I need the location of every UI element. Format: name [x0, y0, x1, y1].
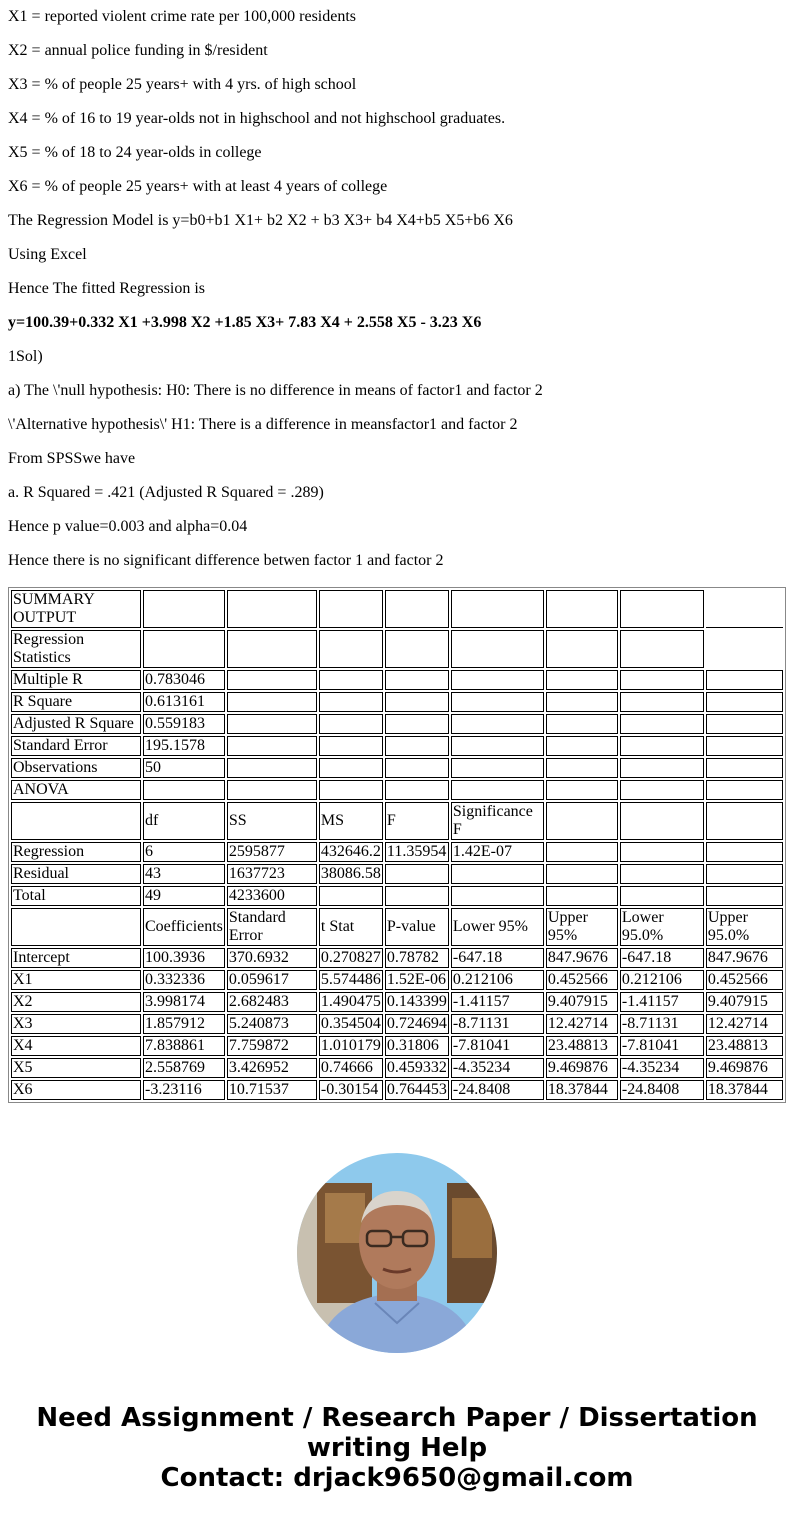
- table-cell: -647.18: [620, 948, 704, 968]
- table-cell: [706, 670, 783, 690]
- table-cell: X1: [11, 970, 141, 990]
- table-cell: R Square: [11, 692, 141, 712]
- table-cell: Lower 95.0%: [620, 908, 704, 946]
- table-cell: 0.764453: [386, 1081, 447, 1098]
- table-cell: 9.469876: [706, 1058, 783, 1078]
- p-value-text: Hence p value=0.003 and alpha=0.04: [8, 518, 248, 535]
- table-cell: 5.240873: [227, 1014, 317, 1034]
- table-cell: P-value: [385, 908, 449, 946]
- table-cell: 3.998174: [143, 992, 225, 1012]
- table-cell: 2.558769: [143, 1058, 225, 1078]
- definition-x2: X2 = annual police funding in $/resident: [8, 42, 268, 59]
- table-cell: [227, 692, 317, 712]
- table-cell: [451, 714, 544, 734]
- table-cell: [451, 886, 544, 906]
- table-cell: [706, 736, 783, 756]
- table-cell: [620, 714, 704, 734]
- definition-x4: X4 = % of 16 to 19 year-olds not in highschool and not highschool graduates.: [8, 110, 506, 127]
- coef-header-row: [11, 908, 783, 946]
- table-cell: 432646.2: [320, 843, 381, 860]
- using-text: Using Excel: [8, 246, 87, 263]
- model-text: The Regression Model is y=b0+b1 X1+ b2 X2 + b3 X3+ b4 X4+b5 X5+b6 X6: [8, 212, 513, 229]
- table-cell: 38086.58: [320, 865, 381, 882]
- table-cell: 2595877: [227, 842, 317, 862]
- table-cell: 18.37844: [546, 1080, 618, 1100]
- table-cell: 0.143399: [386, 993, 447, 1010]
- portrait-image: [297, 1153, 497, 1353]
- table-cell: [227, 670, 317, 690]
- table-cell: -24.8408: [620, 1080, 704, 1100]
- conclusion-text: Hence there is no significant difference betwen factor 1 and factor 2: [8, 552, 444, 569]
- promo-line-1: Need Assignment / Research Paper / Dissertation: [36, 1403, 758, 1433]
- table-cell: X6: [11, 1080, 141, 1100]
- table-cell: -1.41157: [451, 992, 544, 1012]
- table-cell: [706, 842, 783, 862]
- table-cell: 0.31806: [385, 1036, 449, 1056]
- promo-line-2: writing Help: [306, 1433, 488, 1463]
- table-cell: [546, 842, 618, 862]
- table-cell: [451, 780, 544, 800]
- stats-row: [11, 670, 783, 690]
- regression-statistics-title: Regression Statistics: [11, 630, 141, 668]
- table-cell: [706, 864, 783, 884]
- table-cell: Upper 95.0%: [706, 908, 783, 946]
- table-cell: X2: [11, 992, 141, 1012]
- table-cell: [227, 758, 317, 778]
- table-cell: 1.42E-07: [451, 842, 544, 862]
- table-cell: F: [385, 802, 449, 840]
- table-cell: [620, 842, 704, 862]
- table-cell: [706, 780, 783, 800]
- table-cell: Significance F: [451, 802, 544, 840]
- table-cell: [546, 714, 618, 734]
- table-cell: Lower 95%: [451, 908, 544, 946]
- table-cell: Standard Error: [227, 908, 317, 946]
- table-cell: Adjusted R Square: [11, 714, 141, 734]
- alt-hypothesis: \'Alternative hypothesis\' H1: There is a difference in meansfactor1 and factor 2: [8, 416, 518, 433]
- fitted-equation: y=100.39+0.332 X1 +3.998 X2 +1.85 X3+ 7.83 X4 + 2.558 X5 - 3.23 X6: [8, 314, 482, 331]
- table-cell: X3: [11, 1014, 141, 1034]
- table-cell: 0.354504: [320, 1015, 381, 1032]
- table-cell: [451, 670, 544, 690]
- table-cell: 3.426952: [227, 1058, 317, 1078]
- table-row: [11, 590, 783, 628]
- table-cell: [385, 758, 449, 778]
- table-cell: 6: [143, 842, 225, 862]
- table-cell: 1.490475: [320, 993, 381, 1010]
- table-cell: 49: [143, 886, 225, 906]
- table-cell: [385, 670, 449, 690]
- table-cell: [546, 780, 618, 800]
- table-cell: 1637723: [227, 864, 317, 884]
- table-cell: [620, 736, 704, 756]
- table-cell: [227, 736, 317, 756]
- author-avatar: [297, 1153, 497, 1353]
- table-cell: -8.71131: [620, 1014, 704, 1034]
- table-cell: -7.81041: [620, 1036, 704, 1056]
- definition-x5: X5 = % of 18 to 24 year-olds in college: [8, 144, 262, 161]
- anova-row: [11, 842, 783, 862]
- table-cell: [319, 886, 383, 906]
- table-cell: 7.759872: [227, 1036, 317, 1056]
- table-cell: [385, 864, 449, 884]
- table-cell: -24.8408: [451, 1080, 544, 1100]
- table-cell: -7.81041: [451, 1036, 544, 1056]
- table-cell: 0.783046: [143, 670, 225, 690]
- table-cell: 5.574486: [320, 971, 381, 988]
- table-cell: Observations: [11, 758, 141, 778]
- table-cell: 0.724694: [386, 1015, 447, 1032]
- table-cell: 847.9676: [706, 948, 783, 968]
- table-cell: [706, 886, 783, 906]
- table-cell: [620, 692, 704, 712]
- table-cell: 0.74666: [319, 1058, 383, 1078]
- table-cell: [546, 670, 618, 690]
- table-cell: [451, 692, 544, 712]
- table-cell: X5: [11, 1058, 141, 1078]
- table-cell: [385, 780, 449, 800]
- table-cell: Regression: [11, 842, 141, 862]
- table-cell: 43: [143, 864, 225, 884]
- table-cell: 23.48813: [706, 1036, 783, 1056]
- table-cell: -3.23116: [143, 1080, 225, 1100]
- table-cell: 1.010179: [320, 1037, 381, 1054]
- table-cell: Total: [11, 886, 141, 906]
- table-cell: [620, 758, 704, 778]
- table-cell: Intercept: [11, 948, 141, 968]
- r-squared-text: a. R Squared = .421 (Adjusted R Squared = .289): [8, 484, 324, 501]
- table-cell: t Stat: [319, 908, 383, 946]
- table-cell: [706, 714, 783, 734]
- table-cell: [706, 802, 783, 840]
- document-body: [8, 0, 786, 578]
- stats-row: [11, 758, 783, 778]
- solution-label: 1Sol): [8, 348, 43, 365]
- table-cell: [620, 886, 704, 906]
- stats-row: [11, 714, 783, 734]
- coef-row: [11, 970, 783, 990]
- table-cell: [620, 802, 704, 840]
- table-cell: 847.9676: [546, 948, 618, 968]
- stats-row: [11, 692, 783, 712]
- definition-x6: X6 = % of people 25 years+ with at least 4 years of college: [8, 178, 388, 195]
- definition-x3: X3 = % of people 25 years+ with 4 yrs. of high school: [8, 76, 357, 93]
- fitted-intro: Hence The fitted Regression is: [8, 280, 205, 297]
- table-cell: 370.6932: [227, 948, 317, 968]
- table-cell: [319, 714, 383, 734]
- table-cell: 12.42714: [546, 1014, 618, 1034]
- table-cell: [546, 802, 618, 840]
- coef-row: [11, 1014, 783, 1034]
- table-cell: [385, 714, 449, 734]
- stats-row: [11, 736, 783, 756]
- table-cell: 18.37844: [706, 1080, 783, 1100]
- table-cell: 50: [143, 758, 225, 778]
- table-cell: 0.212106: [451, 970, 544, 990]
- table-cell: -1.41157: [620, 992, 704, 1012]
- anova-row: [11, 886, 783, 906]
- table-cell: [227, 714, 317, 734]
- table-cell: Standard Error: [11, 736, 141, 756]
- definition-x1: X1 = reported violent crime rate per 100,000 residents: [8, 8, 357, 25]
- null-hypothesis: a) The \'null hypothesis: H0: There is no difference in means of factor1 and factor 2: [8, 382, 543, 399]
- table-cell: 0.559183: [143, 714, 225, 734]
- table-cell: 1.857912: [143, 1014, 225, 1034]
- table-cell: 0.459332: [386, 1059, 447, 1076]
- table-cell: 0.332336: [143, 970, 225, 990]
- table-cell: [319, 670, 383, 690]
- table-cell: 23.48813: [546, 1036, 618, 1056]
- table-cell: [319, 780, 383, 800]
- coef-row: [11, 1058, 783, 1078]
- table-cell: 0.613161: [143, 692, 225, 712]
- table-cell: Coefficients: [143, 908, 225, 946]
- table-cell: Multiple R: [11, 670, 141, 690]
- summary-output-title: SUMMARY OUTPUT: [11, 590, 141, 628]
- table-row: [11, 630, 783, 668]
- table-cell: 9.407915: [706, 992, 783, 1012]
- table-cell: 0.270827: [320, 949, 381, 966]
- table-cell: [319, 736, 383, 756]
- table-cell: [143, 780, 225, 800]
- table-cell: -8.71131: [451, 1014, 544, 1034]
- table-cell: [385, 692, 449, 712]
- table-cell: 9.469876: [546, 1058, 618, 1078]
- table-cell: 0.452566: [706, 970, 783, 990]
- table-cell: -647.18: [451, 948, 544, 968]
- table-cell: [620, 670, 704, 690]
- table-cell: [546, 886, 618, 906]
- table-cell: 0.212106: [620, 970, 704, 990]
- table-cell: 0.452566: [546, 970, 618, 990]
- coef-row: [11, 1036, 783, 1056]
- table-cell: [620, 864, 704, 884]
- anova-row: [11, 864, 783, 884]
- coef-row: [11, 948, 783, 968]
- table-cell: 11.35954: [385, 842, 449, 862]
- table-cell: 1.52E-06: [385, 970, 449, 990]
- table-cell: ANOVA: [11, 780, 141, 800]
- table-cell: [546, 692, 618, 712]
- table-cell: [385, 736, 449, 756]
- table-cell: 10.71537: [227, 1080, 317, 1100]
- table-cell: [385, 886, 449, 906]
- promo-footer: [0, 1403, 794, 1493]
- table-cell: 12.42714: [706, 1014, 783, 1034]
- table-cell: [451, 736, 544, 756]
- table-cell: [546, 736, 618, 756]
- table-cell: -4.35234: [620, 1058, 704, 1078]
- coef-row: [11, 992, 783, 1012]
- table-cell: [451, 758, 544, 778]
- coef-row: [11, 1080, 783, 1100]
- table-cell: MS: [319, 802, 383, 840]
- table-cell: 0.78782: [385, 948, 449, 968]
- table-cell: [706, 692, 783, 712]
- table-cell: [451, 864, 544, 884]
- table-cell: [546, 864, 618, 884]
- table-cell: -0.30154: [319, 1080, 383, 1100]
- table-cell: [706, 758, 783, 778]
- table-cell: 2.682483: [227, 992, 317, 1012]
- table-cell: 0.059617: [227, 970, 317, 990]
- anova-header-row: [11, 802, 783, 840]
- table-cell: SS: [227, 802, 317, 840]
- table-cell: 100.3936: [143, 948, 225, 968]
- promo-contact: Contact: drjack9650@gmail.com: [160, 1463, 634, 1493]
- table-cell: [546, 758, 618, 778]
- spss-text: From SPSSwe have: [8, 450, 136, 467]
- table-cell: [11, 908, 141, 946]
- table-cell: [620, 780, 704, 800]
- table-cell: df: [143, 802, 225, 840]
- table-cell: 9.407915: [546, 992, 618, 1012]
- anova-title-row: [11, 780, 783, 800]
- table-cell: Upper 95%: [546, 908, 618, 946]
- table-cell: [319, 758, 383, 778]
- table-cell: Residual: [11, 864, 141, 884]
- table-cell: [11, 802, 141, 840]
- table-cell: 7.838861: [143, 1036, 225, 1056]
- table-cell: X4: [11, 1036, 141, 1056]
- regression-summary-table: [8, 587, 786, 1103]
- table-cell: 4233600: [227, 886, 317, 906]
- table-cell: 195.1578: [143, 736, 225, 756]
- table-cell: [227, 780, 317, 800]
- table-cell: [319, 692, 383, 712]
- table-cell: -4.35234: [451, 1058, 544, 1078]
